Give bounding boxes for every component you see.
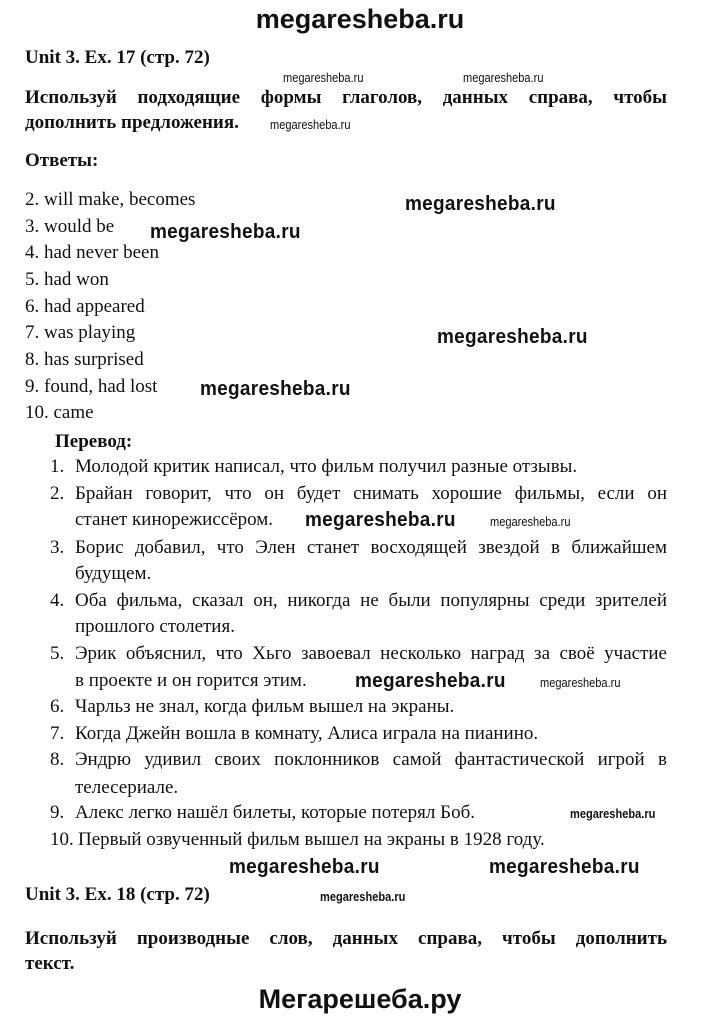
translation-line: прошлого столетия. <box>75 616 235 637</box>
translation-number: 6. <box>50 696 65 717</box>
watermark: megaresheba.ru <box>150 221 301 243</box>
footer-watermark: Мегарешеба.ру <box>258 984 462 1014</box>
ex18-title: Unit 3. Ex. 18 (стр. 72) <box>25 884 210 905</box>
translation-line: Брайан говорит, что он будет снимать хорошие фильмы, если он <box>75 483 667 504</box>
answer-item: 3. would be <box>25 216 115 237</box>
translation-number: 9. <box>50 802 65 823</box>
watermark: megaresheba.ru <box>405 193 556 215</box>
translation-number: 4. <box>50 590 65 611</box>
watermark: megaresheba.ru <box>540 675 621 690</box>
translation-line: Алекс легко нашёл билеты, которые потерял Боб. <box>75 802 475 823</box>
translation-line: Эрик объяснил, что Хьго завоевал несколько наград за своё участие <box>75 643 667 664</box>
translation-line: Чарльз не знал, когда фильм вышел на экраны. <box>75 696 455 717</box>
watermark: megaresheba.ru <box>463 70 544 85</box>
translation-label: Перевод: <box>55 431 133 452</box>
translation-line: Эндрю удивил своих поклонников самой фантастической игрой в <box>75 749 667 770</box>
watermark: megaresheba.ru <box>283 70 364 85</box>
watermark: megaresheba.ru <box>489 856 640 878</box>
translation-line: будущем. <box>75 563 152 584</box>
ex17-instruction-line1: Используй подходящие формы глаголов, данных справа, чтобы <box>25 87 667 108</box>
translation-line: станет кинорежиссёром. <box>75 509 274 530</box>
answers-label: Ответы: <box>25 150 99 171</box>
ex17-title: Unit 3. Ex. 17 (стр. 72) <box>25 47 210 68</box>
translation-number: 2. <box>50 483 65 504</box>
ex18-instruction-line2: текст. <box>25 953 75 974</box>
translation-number: 7. <box>50 723 65 744</box>
answer-item: 4. had never been <box>25 242 159 263</box>
watermark: megaresheba.ru <box>490 514 571 529</box>
answer-item: 8. has surprised <box>25 349 144 370</box>
translation-line: Оба фильма, сказал он, никогда не были популярны среди зрителей <box>75 590 667 611</box>
watermark: megaresheba.ru <box>355 670 506 692</box>
translation-number: 3. <box>50 537 65 558</box>
watermark: megaresheba.ru <box>305 509 456 531</box>
watermark: megaresheba.ru <box>270 117 351 132</box>
translation-line: Молодой критик написал, что фильм получил разные отзывы. <box>75 456 578 477</box>
translation-line: Когда Джейн вошла в комнату, Алиса играла на пианино. <box>75 723 539 744</box>
answer-item: 6. had appeared <box>25 296 145 317</box>
translation-number: 8. <box>50 749 65 770</box>
watermark: megaresheba.ru <box>437 326 588 348</box>
ex17-instruction-line2: дополнить предложения. <box>25 112 239 133</box>
answer-item: 2. will make, becomes <box>25 189 196 210</box>
translation-number: 5. <box>50 643 65 664</box>
translation-line: в проекте и он горится этим. <box>75 670 307 691</box>
answer-item: 7. was playing <box>25 322 136 343</box>
watermark: megaresheba.ru <box>229 856 380 878</box>
header-watermark: megaresheba.ru <box>255 4 465 34</box>
translation-line: Борис добавил, что Элен станет восходящей звездой в ближайшем <box>75 537 667 558</box>
watermark: megaresheba.ru <box>320 889 406 904</box>
translation-line: телесериале. <box>75 777 179 798</box>
answer-item: 10. came <box>25 402 94 423</box>
watermark: megaresheba.ru <box>570 806 656 821</box>
watermark: megaresheba.ru <box>200 378 351 400</box>
answer-item: 5. had won <box>25 269 109 290</box>
translation-number: 10. <box>50 829 74 850</box>
translation-number: 1. <box>50 456 65 477</box>
translation-line: Первый озвученный фильм вышел на экраны в 1928 году. <box>78 829 545 850</box>
answer-item: 9. found, had lost <box>25 376 158 397</box>
ex18-instruction-line1: Используй производные слов, данных справа, чтобы дополнить <box>25 928 667 949</box>
